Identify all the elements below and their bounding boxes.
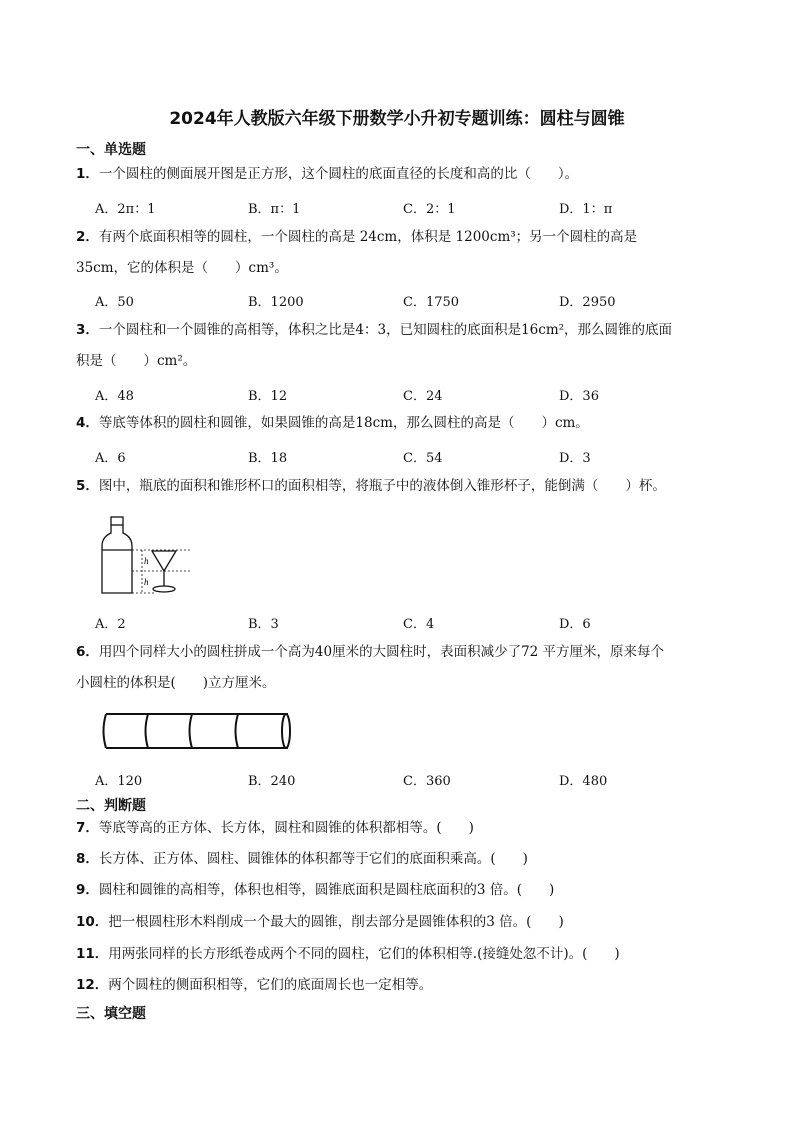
question-3-options (95, 385, 735, 405)
question-text: 一个圆柱的侧面展开图是正方形，这个圆柱的底面直径的长度和高的比（ ）。 (98, 166, 579, 182)
question-text: 两个圆柱的侧面积相等，它们的底面周长也一定相等。 (108, 977, 433, 993)
question-number: 3． (76, 322, 99, 338)
cup-base (153, 586, 175, 592)
question-3 (76, 315, 726, 377)
section-single-choice: 一、单选题 (76, 142, 146, 158)
option-d[interactable]: D．2950 (559, 295, 616, 310)
option-a[interactable]: A．48 (95, 389, 134, 404)
four-cylinders-figure (98, 711, 294, 751)
option-c[interactable]: C．4 (403, 617, 435, 632)
question-number: 12． (76, 977, 109, 993)
section-fill-blank: 三、填空题 (76, 1006, 146, 1022)
option-a[interactable]: A．6 (95, 451, 126, 466)
question-text-line2: 积是（ ）cm²。 (76, 353, 197, 369)
question-number: 4． (76, 415, 99, 431)
question-7 (76, 813, 726, 844)
option-b[interactable]: B．1200 (248, 295, 304, 310)
question-text: 圆柱和圆锥的高相等，体积也相等，圆锥底面积是圆柱底面积的3 倍。( ) (98, 882, 555, 898)
question-4 (76, 408, 726, 439)
question-6-options (95, 770, 735, 790)
cylinder-joint (236, 714, 239, 748)
option-a[interactable]: A．2 (95, 617, 126, 632)
option-a[interactable]: A．2π：1 (95, 202, 156, 217)
option-b[interactable]: B．12 (248, 389, 288, 404)
question-10 (76, 907, 726, 938)
question-5 (76, 471, 726, 502)
question-text-line1: 有两个底面积相等的圆柱，一个圆柱的高是 24cm，体积是 1200cm³；另一个圆柱的高是 (98, 229, 638, 245)
question-8 (76, 844, 726, 875)
question-2-options (95, 291, 735, 311)
question-number: 9． (76, 882, 99, 898)
question-number: 7． (76, 820, 99, 836)
question-text-line1: 一个圆柱和一个圆锥的高相等，体积之比是4：3，已知圆柱的底面积是16cm²，那么圆锥的底面 (98, 322, 673, 338)
height-label: h (144, 556, 149, 566)
question-number: 11． (76, 946, 109, 962)
question-text-line1: 用四个同样大小的圆柱拼成一个高为40厘米的大圆柱时，表面积减少了72 平方厘米，原来每个 (98, 644, 665, 660)
cylinder-right-end (282, 714, 290, 748)
option-b[interactable]: B．3 (248, 617, 279, 632)
question-number: 10． (76, 914, 109, 930)
question-1-options (95, 198, 735, 218)
option-b[interactable]: B．π：1 (248, 202, 301, 217)
cone-cup (152, 551, 176, 571)
option-d[interactable]: D．6 (559, 617, 591, 632)
cylinder-joint (190, 714, 193, 748)
option-c[interactable]: C．24 (403, 389, 443, 404)
option-b[interactable]: B．18 (248, 451, 288, 466)
option-d[interactable]: D．480 (559, 774, 608, 789)
question-number: 6． (76, 644, 99, 660)
question-number: 8． (76, 851, 99, 867)
question-1 (76, 159, 726, 190)
question-9 (76, 875, 726, 906)
page-title: 2024年人教版六年级下册数学小升初专题训练：圆柱与圆锥 (169, 109, 625, 129)
question-4-options (95, 447, 735, 467)
question-text-line2: 小圆柱的体积是( )立方厘米。 (76, 675, 276, 691)
question-number: 1． (76, 166, 99, 182)
section-true-false: 二、判断题 (76, 798, 146, 814)
option-c[interactable]: C．54 (403, 451, 443, 466)
cylinder-left-end (104, 714, 107, 748)
question-11 (76, 939, 726, 970)
question-12 (76, 970, 726, 1001)
question-text: 用两张同样的长方形纸卷成两个不同的圆柱，它们的体积相等.(接缝处忽不计)。( ) (108, 946, 620, 962)
question-text: 图中，瓶底的面积和锥形杯口的面积相等，将瓶子中的液体倒入锥形杯子，能倒满（ ）杯。 (98, 478, 666, 494)
height-label: h (144, 577, 149, 587)
bottle-and-cone-cup-figure (94, 513, 204, 599)
option-a[interactable]: A．120 (95, 774, 143, 789)
question-number: 2． (76, 229, 99, 245)
option-c[interactable]: C．1750 (403, 295, 460, 310)
option-a[interactable]: A．50 (95, 295, 134, 310)
question-text: 把一根圆柱形木料削成一个最大的圆锥，削去部分是圆锥体积的3 倍。( ) (108, 914, 564, 930)
question-6 (76, 637, 726, 699)
option-d[interactable]: D．1：π (559, 202, 613, 217)
option-c[interactable]: C．2：1 (403, 202, 456, 217)
question-number: 5． (76, 478, 99, 494)
bottle-cap (111, 517, 123, 525)
option-d[interactable]: D．36 (559, 389, 599, 404)
question-text: 长方体、正方体、圆柱、圆锥体的体积都等于它们的底面积乘高。( ) (98, 851, 528, 867)
question-2 (76, 222, 726, 284)
option-d[interactable]: D．3 (559, 451, 591, 466)
question-text: 等底等体积的圆柱和圆锥，如果圆锥的高是18cm，那么圆柱的高是（ ）cm。 (98, 415, 589, 431)
bottle-body (102, 525, 132, 593)
cylinder-joint (146, 714, 149, 748)
option-b[interactable]: B．240 (248, 774, 296, 789)
question-text-line2: 35cm，它的体积是（ ）cm³。 (76, 260, 288, 276)
question-text: 等底等高的正方体、长方体，圆柱和圆锥的体积都相等。( ) (98, 820, 474, 836)
question-5-options (95, 613, 735, 633)
option-c[interactable]: C．360 (403, 774, 451, 789)
